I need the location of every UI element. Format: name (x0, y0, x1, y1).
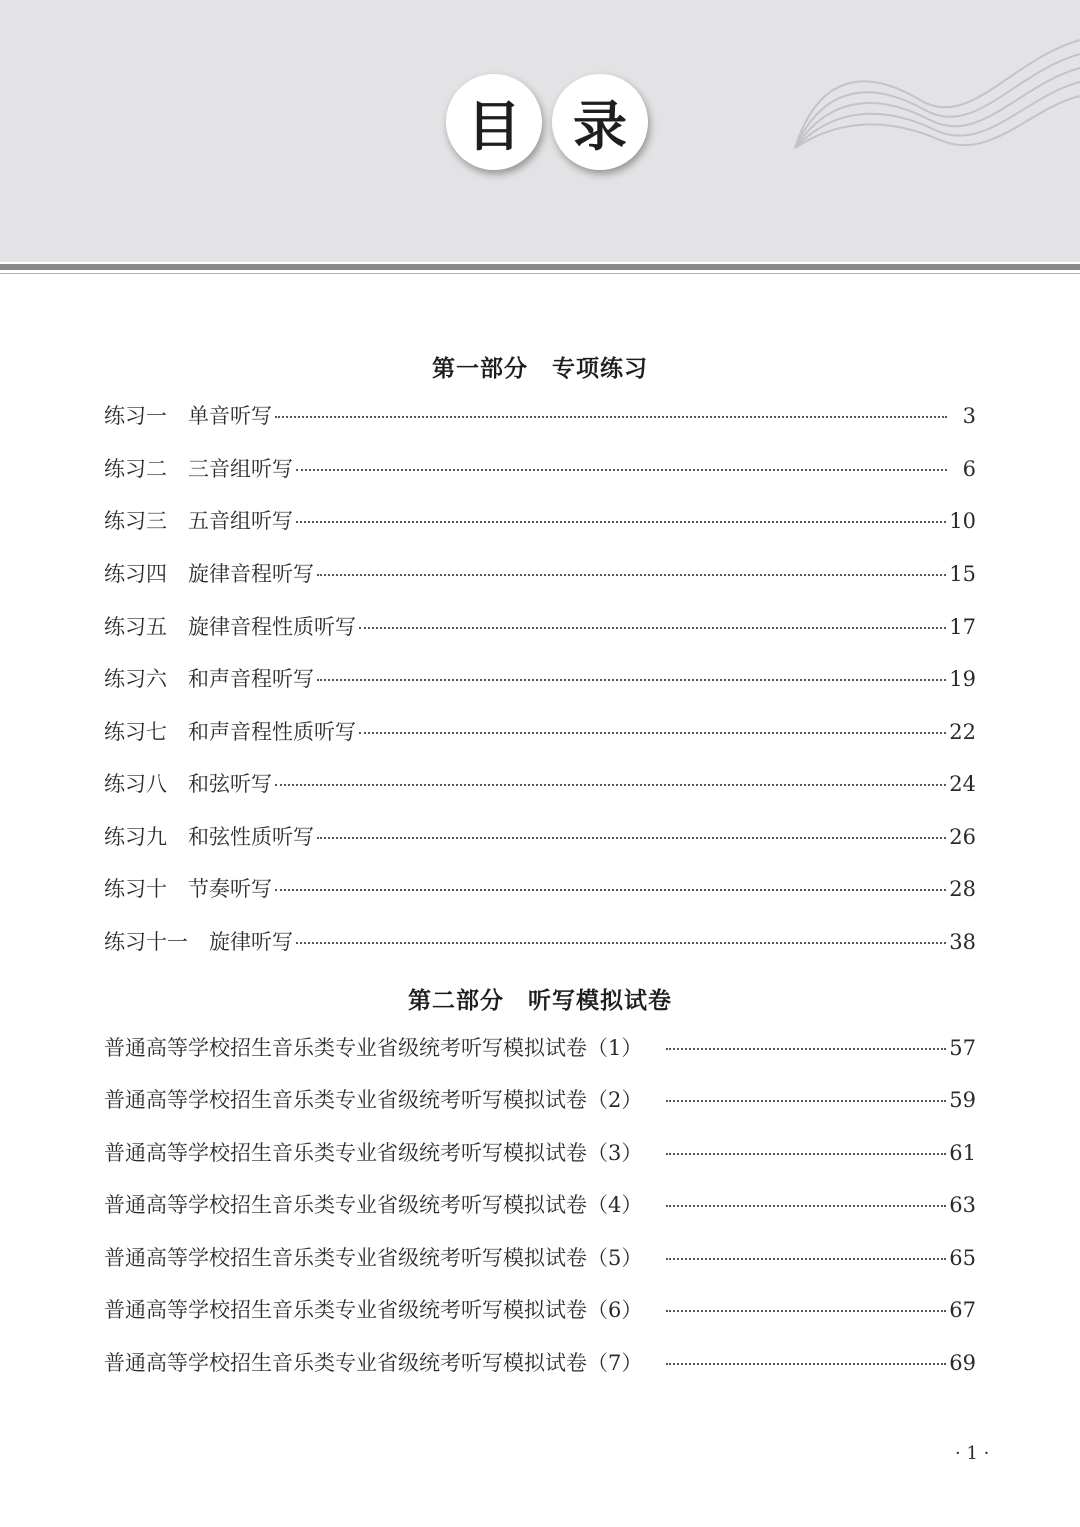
toc-entry[interactable] (104, 611, 976, 641)
toc-entry[interactable] (104, 663, 976, 693)
toc-entry[interactable] (104, 1032, 976, 1062)
page-title (446, 74, 648, 170)
toc-entry-label: 普通高等学校招生音乐类专业省级统考听写模拟试卷（6） (104, 1298, 643, 1322)
toc-entry[interactable] (104, 1084, 976, 1114)
toc-leader-dots (666, 1048, 946, 1050)
toc-entry-page: 63 (949, 1193, 976, 1217)
toc-leader-dots (666, 1153, 946, 1155)
toc-entry-page: 28 (949, 877, 976, 901)
toc-entry-label: 练习九 和弦性质听写 (104, 825, 314, 849)
toc-entry[interactable] (104, 453, 976, 483)
toc-leader-dots (275, 416, 947, 418)
toc-entry-label: 普通高等学校招生音乐类专业省级统考听写模拟试卷（5） (104, 1246, 643, 1270)
toc-entry[interactable] (104, 716, 976, 746)
toc-entry-page: 19 (949, 667, 976, 691)
toc-leader-dots (275, 784, 946, 786)
toc-entry[interactable] (104, 1189, 976, 1219)
toc-entry[interactable] (104, 1242, 976, 1272)
toc-entry-label: 练习二 三音组听写 (104, 457, 293, 481)
toc-entry-label: 练习六 和声音程听写 (104, 667, 314, 691)
toc-leader-dots (317, 679, 946, 681)
toc-leader-dots (666, 1100, 946, 1102)
toc-entry-page: 6 (962, 457, 976, 481)
toc-entry-label: 练习五 旋律音程性质听写 (104, 615, 356, 639)
part2-title: 第二部分 听写模拟试卷 (408, 988, 672, 1014)
toc-entry[interactable] (104, 400, 976, 430)
toc-entry[interactable] (104, 1347, 976, 1377)
toc-entry-page: 10 (949, 509, 976, 533)
toc-leader-dots (666, 1363, 946, 1365)
toc-entry-page: 15 (949, 562, 976, 586)
toc-entry-page: 26 (949, 825, 976, 849)
toc-entry-page: 61 (949, 1141, 976, 1165)
toc-entry-page: 17 (949, 615, 976, 639)
page-number: · 1 · (955, 1443, 990, 1464)
toc-entry-page: 65 (949, 1246, 976, 1270)
toc-entry[interactable] (104, 1294, 976, 1324)
toc-leader-dots (296, 521, 946, 523)
toc-entry[interactable] (104, 821, 976, 851)
toc-entry-page: 24 (949, 772, 976, 796)
toc-leader-dots (666, 1310, 946, 1312)
toc-entry-page: 38 (949, 930, 976, 954)
toc-entry[interactable] (104, 505, 976, 535)
toc-leader-dots (666, 1205, 946, 1207)
toc-entry[interactable] (104, 873, 976, 903)
toc-leader-dots (296, 942, 946, 944)
toc-entry-page: 59 (949, 1088, 976, 1112)
toc-entry-page: 69 (949, 1351, 976, 1375)
toc-entry[interactable] (104, 558, 976, 588)
toc-entry[interactable] (104, 768, 976, 798)
toc-entry-label: 普通高等学校招生音乐类专业省级统考听写模拟试卷（1） (104, 1036, 643, 1060)
toc-leader-dots (317, 837, 946, 839)
toc-leader-dots (359, 627, 946, 629)
part1-title: 第一部分 专项练习 (432, 356, 648, 382)
toc-entry-label: 练习十一 旋律听写 (104, 930, 293, 954)
title-char-2: 录 (552, 74, 648, 170)
header-divider-thick (0, 264, 1080, 270)
toc-entry-page: 3 (962, 404, 976, 428)
toc-leader-dots (359, 732, 946, 734)
toc-entry-label: 普通高等学校招生音乐类专业省级统考听写模拟试卷（3） (104, 1141, 643, 1165)
toc-leader-dots (666, 1258, 946, 1260)
toc-leader-dots (275, 889, 946, 891)
toc-entry-page: 67 (949, 1298, 976, 1322)
toc-entry-label: 普通高等学校招生音乐类专业省级统考听写模拟试卷（4） (104, 1193, 643, 1217)
staff-wave-decoration-icon (780, 30, 1080, 160)
toc-entry-label: 练习四 旋律音程听写 (104, 562, 314, 586)
toc-entry-page: 22 (949, 720, 976, 744)
toc-entry[interactable] (104, 1137, 976, 1167)
toc-entry[interactable] (104, 926, 976, 956)
header-divider-thin (0, 273, 1080, 274)
toc-entry-label: 普通高等学校招生音乐类专业省级统考听写模拟试卷（2） (104, 1088, 643, 1112)
title-char-1: 目 (446, 74, 542, 170)
toc-entry-label: 练习七 和声音程性质听写 (104, 720, 356, 744)
toc-entry-page: 57 (949, 1036, 976, 1060)
toc-leader-dots (296, 469, 947, 471)
toc-entry-label: 练习八 和弦听写 (104, 772, 272, 796)
toc-leader-dots (317, 574, 946, 576)
toc-entry-label: 练习一 单音听写 (104, 404, 272, 428)
toc-entry-label: 普通高等学校招生音乐类专业省级统考听写模拟试卷（7） (104, 1351, 643, 1375)
toc-entry-label: 练习十 节奏听写 (104, 877, 272, 901)
toc-entry-label: 练习三 五音组听写 (104, 509, 293, 533)
